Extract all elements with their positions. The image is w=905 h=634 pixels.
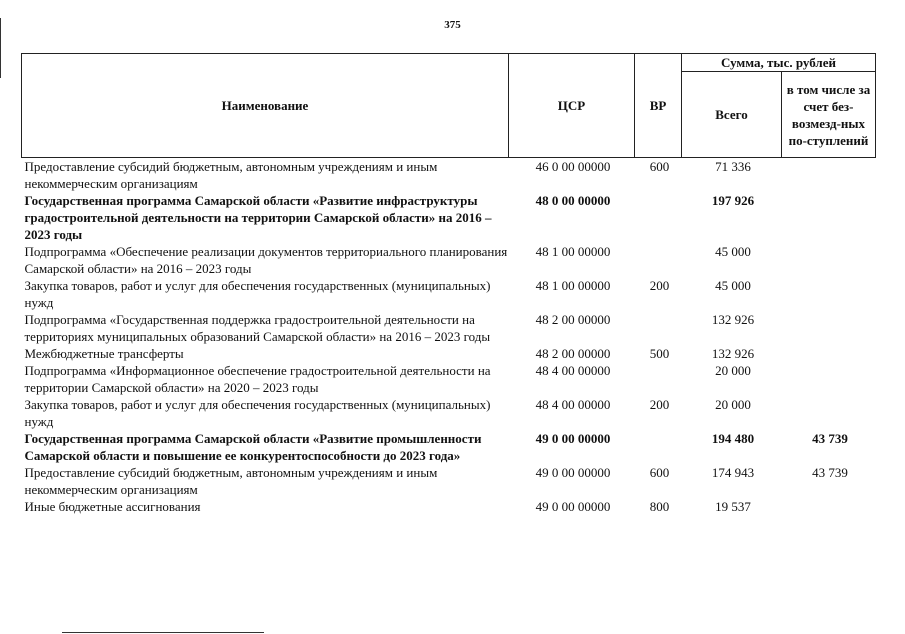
row-name: Закупка товаров, работ и услуг для обеспечения государственных (муниципальных) нужд [24, 397, 491, 429]
table-row [22, 464, 876, 498]
row-vr: 500 [649, 346, 670, 361]
row-free [782, 311, 876, 345]
header-name: Наименование [22, 54, 509, 158]
row-name: Предоставление субсидий бюджетным, автономным учреждениям и иным некоммерческим организациям [24, 159, 438, 191]
table-body [22, 158, 876, 516]
row-total: 132 926 [711, 312, 755, 327]
table-row [22, 311, 876, 345]
header-sum: Сумма, тыс. рублей [682, 54, 876, 72]
row-name: Закупка товаров, работ и услуг для обеспечения государственных (муниципальных) нужд [24, 278, 491, 310]
row-vr: 200 [649, 278, 670, 293]
budget-table [21, 53, 876, 515]
row-free [782, 192, 876, 243]
row-name: Государственная программа Самарской области «Развитие промышленности Самарской области и повышение ее конкурентоспособности до 2023 года» [24, 431, 482, 463]
row-csr: 48 0 00 00000 [535, 193, 611, 208]
table-row [22, 277, 876, 311]
row-vr [635, 243, 682, 277]
row-vr [635, 362, 682, 396]
row-vr: 600 [649, 465, 670, 480]
header-csr: ЦСР [509, 54, 635, 158]
row-total: 197 926 [711, 193, 755, 208]
row-free [782, 362, 876, 396]
row-total: 174 943 [711, 465, 755, 480]
page-number: 375 [444, 19, 461, 31]
row-vr: 600 [649, 159, 670, 174]
row-total: 132 926 [711, 346, 755, 361]
header-total: Всего [682, 72, 782, 158]
footnote-rule [62, 632, 264, 633]
row-csr: 49 0 00 00000 [535, 499, 611, 514]
row-csr: 48 4 00 00000 [535, 397, 611, 412]
table-row [22, 243, 876, 277]
row-name: Подпрограмма «Информационное обеспечение градостроительной деятельности на территории Самарской области» на 2020 – 2023 годы [24, 363, 491, 395]
table-row [22, 158, 876, 193]
row-csr: 48 4 00 00000 [535, 363, 611, 378]
row-csr: 46 0 00 00000 [535, 159, 611, 174]
row-total: 194 480 [711, 431, 755, 446]
row-name: Предоставление субсидий бюджетным, автономным учреждениям и иным некоммерческим организациям [24, 465, 438, 497]
header-incl-free: в том числе за счет без-возмезд-ных по-ступлений [782, 72, 876, 158]
row-csr: 48 2 00 00000 [535, 312, 611, 327]
row-total: 45 000 [715, 244, 751, 259]
row-free [782, 498, 876, 515]
row-name: Межбюджетные трансферты [24, 346, 184, 361]
row-free [782, 243, 876, 277]
row-total: 71 336 [715, 159, 751, 174]
row-csr: 49 0 00 00000 [535, 465, 611, 480]
row-vr [635, 430, 682, 464]
table-row [22, 498, 876, 515]
row-vr: 200 [649, 397, 670, 412]
table-row [22, 362, 876, 396]
row-total: 19 537 [715, 499, 751, 514]
row-vr [635, 192, 682, 243]
row-csr: 48 1 00 00000 [535, 244, 611, 259]
row-name: Подпрограмма «Обеспечение реализации документов территориального планирования Самарской области» на 2016 – 2023 годы [24, 244, 508, 276]
row-csr: 48 2 00 00000 [535, 346, 611, 361]
row-free [782, 158, 876, 193]
row-free: 43 739 [812, 465, 848, 480]
row-free: 43 739 [812, 431, 848, 446]
row-vr [635, 311, 682, 345]
row-vr: 800 [649, 499, 670, 514]
table-row [22, 396, 876, 430]
table-row [22, 345, 876, 362]
header-vr: ВР [635, 54, 682, 158]
table-row [22, 430, 876, 464]
row-csr: 49 0 00 00000 [535, 431, 611, 446]
row-free [782, 345, 876, 362]
row-total: 20 000 [715, 397, 751, 412]
row-name: Подпрограмма «Государственная поддержка градостроительной деятельности на территориях муниципальных образований Самарской области» на 2016 – 2023 годы [24, 312, 491, 344]
row-csr: 48 1 00 00000 [535, 278, 611, 293]
row-free [782, 396, 876, 430]
row-free [782, 277, 876, 311]
row-name: Государственная программа Самарской области «Развитие инфраструктуры градостроительной деятельности на территории Самарской области» на 2016 – 2023 годы [24, 193, 492, 242]
row-name: Иные бюджетные ассигнования [24, 499, 201, 514]
row-total: 20 000 [715, 363, 751, 378]
row-total: 45 000 [715, 278, 751, 293]
table-row [22, 192, 876, 243]
